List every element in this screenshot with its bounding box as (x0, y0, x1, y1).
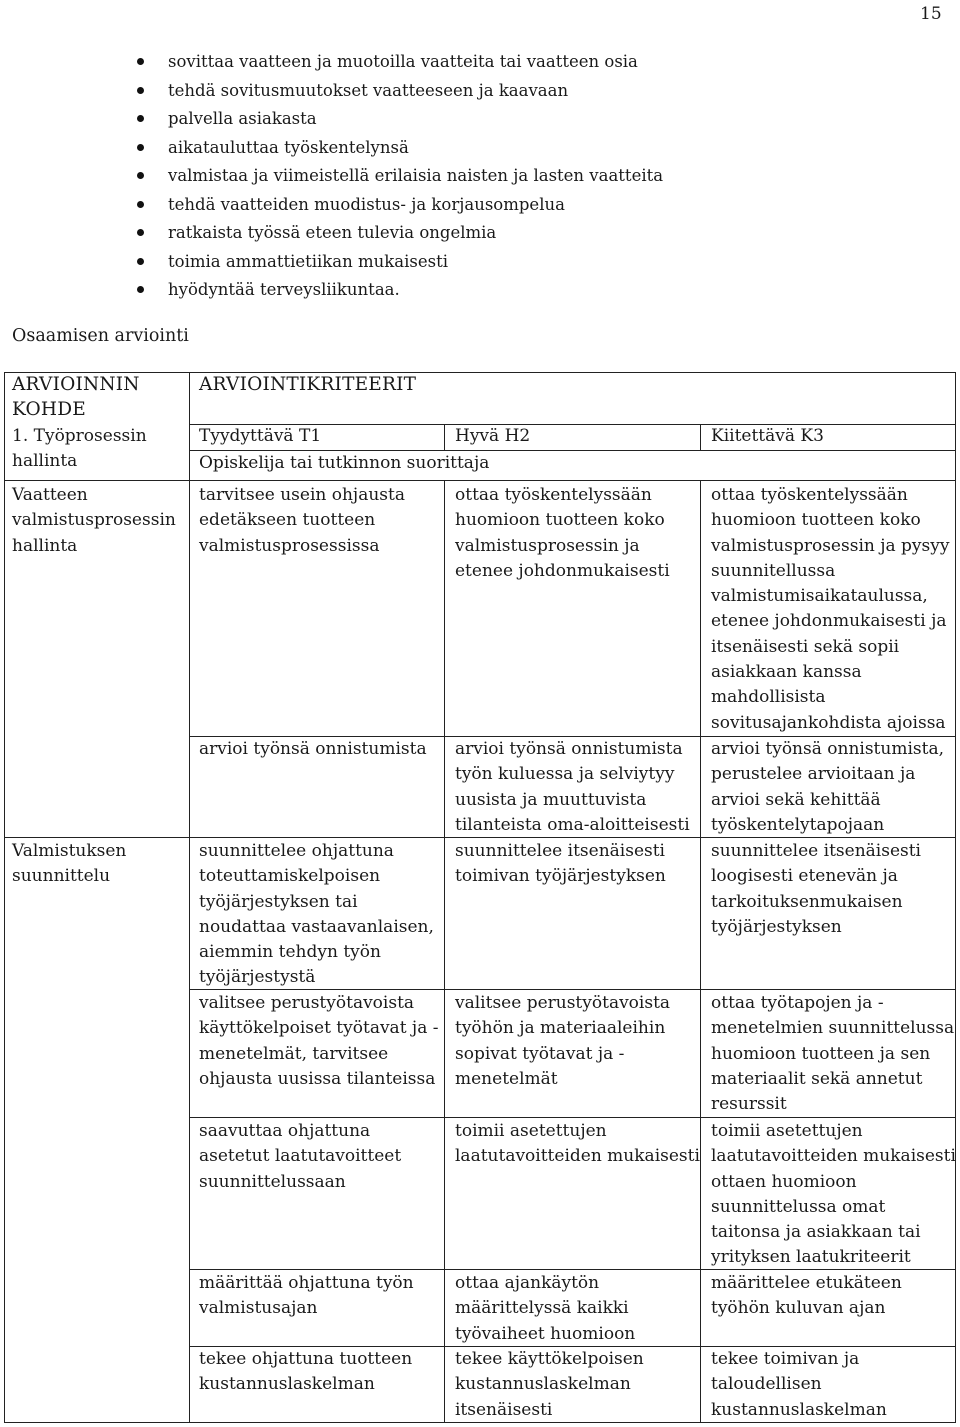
table-border (189, 372, 190, 1423)
criteria-cell-k3: ottaa työtapojen ja -menetelmien suunnittelussa huomioon tuotteen ja sen materiaalit sekä annetut resurssit (711, 993, 955, 1115)
section-title: Osaamisen arviointi (12, 326, 189, 346)
bullet-item: ratkaista työssä eteen tulevia ongelmia (130, 219, 663, 248)
bullet-item: valmistaa ja viimeistellä erilaisia naisten ja lasten vaatteita (130, 162, 663, 191)
criteria-cell-k3: tekee toimivan ja taloudellisen kustannuslaskelman (711, 1349, 887, 1420)
criteria-cell-t1: suunnittelee ohjattuna toteuttamiskelpoisen työjärjestyksen tai noudattaa vastaavanlaisen, aiemmin tehdyn työn työjärjestystä (199, 841, 434, 988)
table-border (444, 480, 445, 1423)
bullet-item: tehdä vaatteiden muodistus- ja korjausompelua (130, 191, 663, 220)
subject-label: Opiskelija tai tutkinnon suorittaja (199, 453, 490, 473)
page-number: 15 (920, 4, 942, 24)
table-border (700, 424, 701, 450)
criteria-cell-h2: valitsee perustyötavoista työhön ja materiaaleihin sopivat työtavat ja -menetelmät (455, 993, 671, 1089)
criteria-cell-h2: arvioi työnsä onnistumista työn kuluessa ja selviytyy uusista ja muuttuvista tilanteista oma-aloitteisesti (455, 739, 690, 835)
grade-h2-header: Hyvä H2 (455, 426, 531, 446)
criteria-cell-h2: suunnittelee itsenäisesti toimivan työjärjestyksen (455, 841, 666, 887)
table-border (700, 480, 701, 1423)
criteria-cell-k3: arvioi työnsä onnistumista, perustelee arvioitaan ja arvioi sekä kehittää työskentelytapojaan (711, 739, 944, 835)
bullet-item: sovittaa vaatteen ja muotoilla vaatteita tai vaatteen osia (130, 48, 663, 77)
criteria-cell-t1: tarvitsee usein ohjausta edetäkseen tuotteen valmistusprosessissa (199, 485, 405, 556)
table-border (4, 480, 956, 481)
table-border (444, 424, 445, 450)
criteria-cell-t1: valitsee perustyötavoista käyttökelpoiset työtavat ja -menetelmät, tarvitsee ohjausta uusissa tilanteissa (199, 993, 439, 1089)
target-label: Vaatteen valmistusprosessin hallinta (12, 485, 176, 556)
table-header-target: ARVIOINNIN KOHDE (12, 374, 140, 421)
criteria-cell-t1: tekee ohjattuna tuotteen kustannuslaskelman (199, 1349, 413, 1395)
criteria-cell-k3: määrittelee etukäteen työhön kuluvan ajan (711, 1273, 902, 1319)
criteria-cell-h2: ottaa ajankäytön määrittelyssä kaikki työvaiheet huomioon (455, 1273, 636, 1344)
criteria-cell-h2: toimii asetettujen laatutavoitteiden mukaisesti (455, 1121, 700, 1167)
criteria-cell-k3: ottaa työskentelyssään huomioon tuotteen koko valmistusprosessin ja pysyy suunnitellussa valmistumisaikataulussa, etenee johdonmukaisesti ja itsenäisesti sekä sopii asiakkaan kanssa mahdollisista sovitusajankohdista ajoissa (711, 485, 950, 733)
grade-k3-header: Kiitettävä K3 (711, 426, 824, 446)
criteria-cell-k3: suunnittelee itsenäisesti loogisesti etenevän ja tarkoituksenmukaisen työjärjestyksen (711, 841, 921, 937)
bullet-item: palvella asiakasta (130, 105, 663, 134)
criteria-cell-k3: toimii asetettujen laatutavoitteiden mukaisesti ottaen huomioon suunnittelussa omat taitonsa ja asiakkaan tai yrityksen laatukriteerit (711, 1121, 956, 1268)
bullet-item: tehdä sovitusmuutokset vaatteeseen ja kaavaan (130, 77, 663, 106)
bullet-item: toimia ammattietiikan mukaisesti (130, 248, 663, 277)
criteria-cell-h2: ottaa työskentelyssään huomioon tuotteen koko valmistusprosessin ja etenee johdonmukaisesti (455, 485, 670, 581)
target-label: Valmistuksen suunnittelu (12, 841, 127, 887)
table-header-criteria: ARVIOINTIKRITEERIT (199, 374, 417, 395)
grade-t1-header: Tyydyttävä T1 (199, 426, 322, 446)
criteria-cell-t1: määrittää ohjattuna työn valmistusajan (199, 1273, 414, 1319)
area-label: 1. Työprosessin hallinta (12, 426, 147, 472)
table-border (4, 372, 5, 1423)
criteria-cell-h2: tekee käyttökelpoisen kustannuslaskelman itsenäisesti (455, 1349, 644, 1420)
criteria-cell-t1: arvioi työnsä onnistumista (199, 739, 427, 759)
competence-bullet-list (130, 48, 663, 305)
bullet-item: aikatauluttaa työskentelynsä (130, 134, 663, 163)
bullet-item: hyödyntää terveysliikuntaa. (130, 276, 663, 305)
criteria-cell-t1: saavuttaa ohjattuna asetetut laatutavoitteet suunnittelussaan (199, 1121, 402, 1192)
